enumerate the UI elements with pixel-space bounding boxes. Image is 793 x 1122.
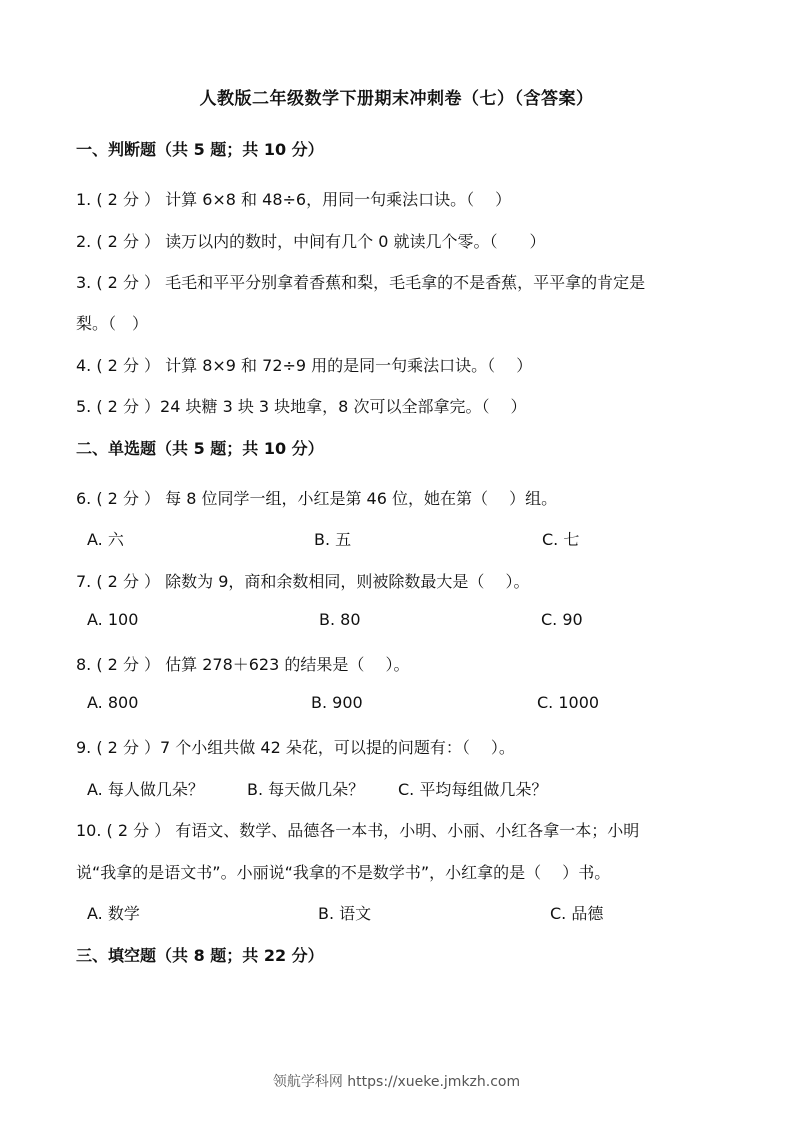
section-heading-choice: 二、单选题（共 5 题；共 10 分） — [76, 439, 324, 458]
question-3-continued: 梨。（ ） — [76, 314, 149, 333]
q6-option-b: B. 五 — [314, 530, 352, 549]
q7-option-c: C. 90 — [541, 610, 583, 629]
q6-option-a: A. 六 — [87, 530, 124, 549]
q9-option-c: C. 平均每组做几朵？ — [398, 780, 548, 799]
question-9: 9. ( 2 分 ）7 个小组共做 42 朵花，可以提的问题有：（ ）。 — [76, 738, 515, 757]
q7-option-b: B. 80 — [319, 610, 361, 629]
page-title: 人教版二年级数学下册期末冲刺卷（七）（含答案） — [199, 89, 594, 109]
q9-option-b: B. 每天做几朵？ — [247, 780, 365, 799]
q10-option-b: B. 语文 — [318, 904, 372, 923]
q10-option-a: A. 数学 — [87, 904, 140, 923]
q6-option-c: C. 七 — [542, 530, 580, 549]
q7-option-a: A. 100 — [87, 610, 139, 629]
question-4: 4. ( 2 分 ） 计算 8×9 和 72÷9 用的是同一句乘法口诀。（ ） — [76, 356, 533, 375]
question-6: 6. ( 2 分 ） 每 8 位同学一组，小红是第 46 位，她在第（ ）组。 — [76, 489, 558, 508]
q8-option-c: C. 1000 — [537, 693, 600, 712]
section-heading-judge: 一、判断题（共 5 题；共 10 分） — [76, 140, 324, 159]
section-heading-fill: 三、填空题（共 8 题；共 22 分） — [76, 946, 324, 965]
question-10-continued: 说“我拿的是语文书”。小丽说“我拿的不是数学书”，小红拿的是（ ）书。 — [76, 863, 611, 882]
question-7: 7. ( 2 分 ） 除数为 9，商和余数相同，则被除数最大是（ ）。 — [76, 572, 530, 591]
question-3: 3. ( 2 分 ） 毛毛和平平分别拿着香蕉和梨，毛毛拿的不是香蕉，平平拿的肯定是 — [76, 273, 646, 292]
footer-watermark: 领航学科网 https://xueke.jmkzh.com — [272, 1074, 521, 1090]
question-1: 1. ( 2 分 ） 计算 6×8 和 48÷6，用同一句乘法口诀。（ ） — [76, 190, 512, 209]
q8-option-a: A. 800 — [87, 693, 139, 712]
q9-option-a: A. 每人做几朵？ — [87, 780, 204, 799]
q8-option-b: B. 900 — [311, 693, 363, 712]
question-2: 2. ( 2 分 ） 读万以内的数时，中间有几个 0 就读几个零。（ ） — [76, 232, 546, 251]
question-8: 8. ( 2 分 ） 估算 278＋623 的结果是（ ）。 — [76, 655, 410, 674]
question-5: 5. ( 2 分 ）24 块糖 3 块 3 块地拿，8 次可以全部拿完。（ ） — [76, 397, 527, 416]
question-10: 10. ( 2 分 ） 有语文、数学、品德各一本书，小明、小丽、小红各拿一本；小明 — [76, 821, 640, 840]
q10-option-c: C. 品德 — [550, 904, 604, 923]
